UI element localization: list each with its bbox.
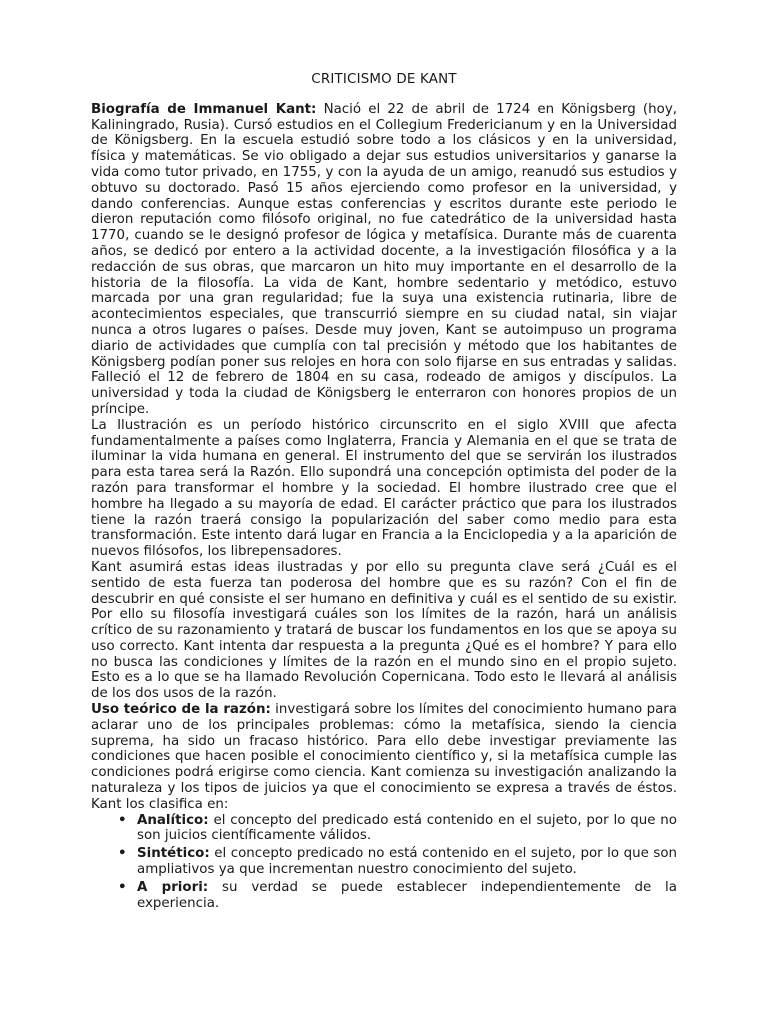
- document-title: CRITICISMO DE KANT: [311, 72, 457, 87]
- ilustracion-paragraph: La Ilustración es un período histórico circunscrito en el siglo XVIII que afecta fundamentalmente a países como Inglaterra, Francia y Alemania en el que se trata de iluminar la vida humana en general. El instrumento del que se servirán los ilustrados para esta tarea será la Razón. Ello supondrá una concepción optimista del poder de la razón para transformar el hombre y la sociedad. El hombre ilustrado cree que el hombre ha llegado a su mayoría de edad. El carácter práctico que para los ilustrados tiene la razón traerá consigo la popularización del saber como medio para esta transformación. Este intento dará lugar en Francia a la Enciclopedia y a la aparición de nuevos filósofos, los librepensadores.: [91, 417, 677, 560]
- biography-paragraph: [91, 102, 677, 418]
- list-item-term: Sintético:: [137, 846, 210, 862]
- list-item-text: el concepto predicado no está contenido en el sujeto, por lo que son ampliativos ya que incrementan nuestro conocimiento del sujeto.: [137, 846, 677, 878]
- list-item: [118, 880, 677, 912]
- list-item-text: su verdad se puede establecer independientemente de la experiencia.: [137, 879, 677, 911]
- biography-heading: Biografía de Immanuel Kant:: [91, 101, 317, 117]
- bullet-icon: •: [118, 879, 127, 895]
- uso-teorico-text: investigará sobre los límites del conocimiento humano para aclarar uno de los principales problemas: cómo la metafísica, siendo la ciencia suprema, ha sido un fracaso histórico. Para ello debe investigar previamente las condiciones que hacen posible el conocimiento científico y, si la metafísica cumple las condiciones podrá erigirse como ciencia. Kant comienza su investigación analizando la naturaleza y los tipos de juicios ya que el conocimiento se expresa a través de éstos. Kant los clasifica en:: [91, 702, 677, 812]
- uso-teorico-paragraph: [91, 702, 677, 813]
- list-item: [118, 846, 677, 878]
- biography-text: Nació el 22 de abril de 1724 en Königsberg (hoy, Kaliningrado, Rusia). Cursó estudios en el Collegium Fredericianum y en la Universidad de Königsberg. En la escuela estudió sobre todo a los clásicos y en la universidad, física y matemáticas. Se vio obligado a dejar sus estudios universitarios y ganarse la vida como tutor privado, en 1755, y con la ayuda de un amigo, reanudó sus estudios y obtuvo su doctorado. Pasó 15 años ejerciendo como profesor en la universidad, y dando conferencias. Aunque estas conferencias y escritos durante este periodo le dieron reputación como filósofo original, no fue catedrático de la universidad hasta 1770, cuando se le designó profesor de lógica y metafísica. Durante más de cuarenta años, se dedicó por entero a la actividad docente, a la investigación filosófica y a la redacción de sus obras, que marcaron un hito muy importante en el desarrollo de la historia de la filosofía. La vida de Kant, hombre sedentario y metódico, estuvo marcada por una gran regularidad; fue la suya una existencia rutinaria, libre de acontecimientos especiales, que transcurrió siempre en su ciudad natal, sin viajar nunca a otros lugares o países. Desde muy joven, Kant se autoimpuso un programa diario de actividades que cumplía con tal precisión y método que los habitantes de Königsberg podían poner sus relojes en hora con solo fijarse en sus entradas y salidas. Falleció el 12 de febrero de 1804 en su casa, rodeado de amigos y discípulos. La universidad y toda la ciudad de Königsberg le enterraron con honores propios de un príncipe.: [91, 101, 677, 417]
- document-page: [91, 72, 677, 913]
- bullet-icon: •: [118, 846, 127, 862]
- kant-question-paragraph: Kant asumirá estas ideas ilustradas y por ello su pregunta clave será ¿Cuál es el sentido de esta fuerza tan poderosa del hombre que es su razón? Con el fin de descubrir en qué consiste el ser humano en definitiva y cuál es el sentido de su existir. Por ello su filosofía investigará cuáles son los límites de la razón, hará un análisis crítico de su razonamiento y tratará de buscar los fundamentos en los que se apoya su uso correcto. Kant intenta dar respuesta a la pregunta ¿Qué es el hombre? Y para ello no busca las condiciones y límites de la razón en el mundo sino en el propio sujeto. Esto es a lo que se ha llamado Revolución Copernicana. Todo esto le llevará al análisis de los dos usos de la razón.: [91, 559, 677, 702]
- uso-teorico-heading: Uso teórico de la razón:: [91, 702, 271, 718]
- list-item-term: Analítico:: [137, 812, 209, 828]
- list-item: [118, 813, 677, 845]
- judgment-types-list: [91, 813, 677, 912]
- list-item-term: A priori:: [137, 879, 209, 895]
- bullet-icon: •: [118, 812, 127, 828]
- list-item-text: el concepto del predicado está contenido en el sujeto, por lo que no son juicios científicamente válidos.: [137, 812, 677, 844]
